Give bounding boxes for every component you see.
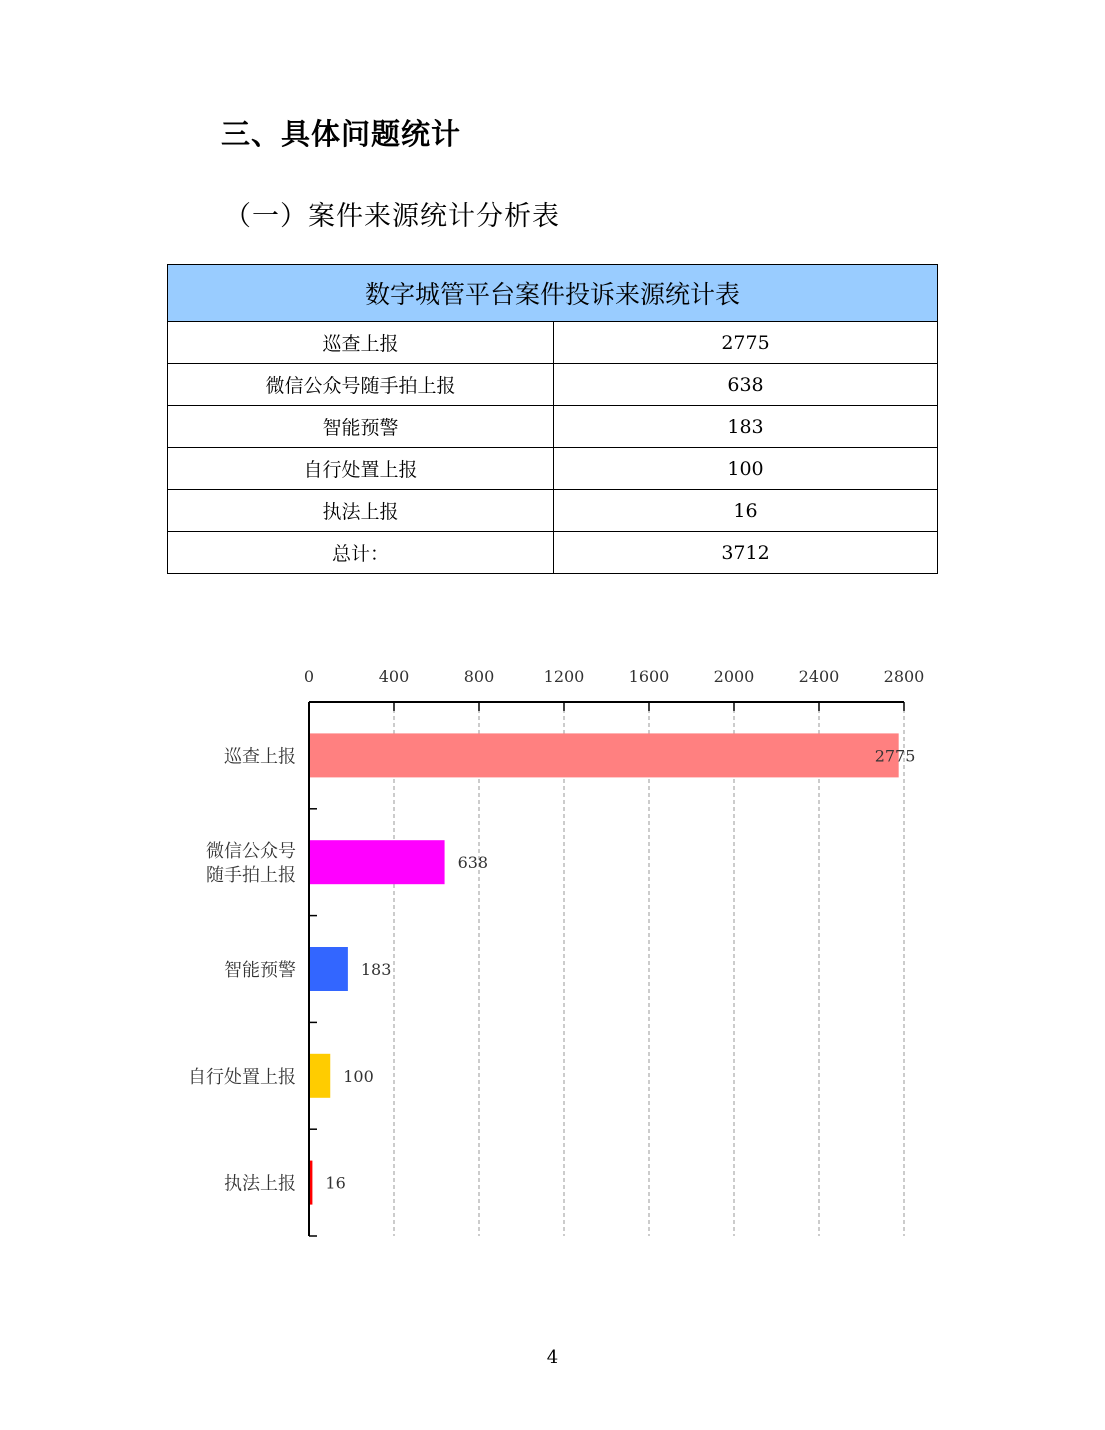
data-label: 16: [325, 1173, 346, 1193]
category-label: 自行处置上报: [188, 1066, 296, 1088]
row-value: 638: [554, 364, 938, 406]
x-tick-label: 400: [378, 667, 410, 686]
data-label: 2775: [874, 746, 916, 766]
section-heading: 三、具体问题统计: [221, 117, 462, 151]
row-value: 2775: [554, 322, 938, 364]
total-value: 3712: [554, 532, 938, 574]
bar: [309, 733, 899, 777]
category-label: 微信公众号: [206, 841, 296, 863]
x-tick-label: 1600: [628, 667, 670, 686]
row-label: 智能预警: [168, 406, 554, 448]
row-label: 自行处置上报: [168, 448, 554, 490]
x-tick-label: 2800: [883, 667, 925, 686]
row-label: 巡查上报: [168, 322, 554, 364]
subsection-heading: （一）案件来源统计分析表: [224, 201, 560, 232]
data-label: 638: [457, 853, 489, 873]
category-label: 智能预警: [224, 960, 296, 981]
bar: [309, 1054, 330, 1098]
category-label: 随手拍上报: [206, 865, 296, 887]
row-value: 100: [554, 448, 938, 490]
x-tick-label: 1200: [543, 667, 585, 686]
row-value: 16: [554, 490, 938, 532]
data-label: 183: [360, 960, 392, 979]
bar: [309, 840, 445, 884]
table-title: 数字城管平台案件投诉来源统计表: [168, 265, 938, 322]
x-tick-label: 0: [303, 667, 315, 686]
total-label: 总计：: [168, 532, 554, 574]
category-label: 巡查上报: [224, 746, 296, 768]
row-label: 执法上报: [168, 490, 554, 532]
page-number: 4: [546, 1347, 559, 1368]
x-tick-label: 2000: [713, 667, 755, 686]
bar: [309, 947, 348, 991]
row-label: 微信公众号随手拍上报: [168, 364, 554, 406]
x-tick-label: 800: [463, 667, 495, 686]
category-label: 执法上报: [224, 1173, 296, 1195]
x-tick-label: 2400: [798, 667, 840, 686]
data-label: 100: [343, 1066, 374, 1086]
row-value: 183: [554, 406, 938, 448]
